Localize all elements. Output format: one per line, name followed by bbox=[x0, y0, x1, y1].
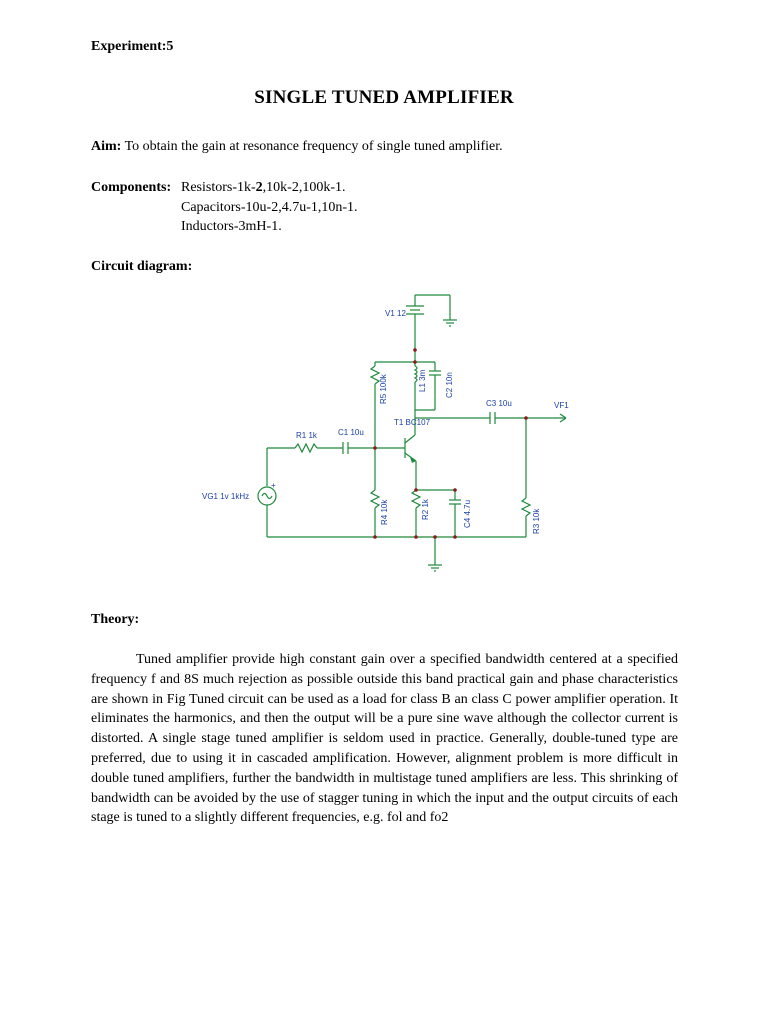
components-capacitors: Capacitors-10u-2,4.7u-1,10n-1. bbox=[181, 200, 358, 215]
aim-text: To obtain the gain at resonance frequency of single tuned amplifier. bbox=[121, 139, 503, 154]
resistors-text-rest: ,10k-2,100k-1. bbox=[262, 180, 346, 195]
label-c4: C4 4.7u bbox=[463, 499, 472, 528]
label-v1: V1 12 bbox=[385, 309, 406, 318]
components-inductors: Inductors-3mH-1. bbox=[181, 219, 282, 234]
label-r2: R2 1k bbox=[421, 499, 430, 520]
circuit-diagram bbox=[180, 280, 600, 580]
label-r4: R4 10k bbox=[380, 499, 389, 525]
theory-heading: Theory: bbox=[91, 612, 140, 627]
theory-paragraph: Tuned amplifier provide high constant gain over a specified bandwidth centered at a specified frequency f and 8S much rejection as possible outside this band practical gain and phase characteristics are shown in Fig Tuned circuit can be used as a load for class B an class C power amplifier operation. It eliminates the harmonics, and then the output will be a pure sine wave although the collector current is distorted. A single stage tuned amplifier is seldom used in practice. Generally, double-tuned type are preferred, due to using it in cascaded amplification. However, alignment problem is more difficult in double tuned amplifiers, further the bandwidth in multistage tuned amplifiers are less. This shrinking of bandwidth can be avoided by the use of stagger tuning in which the input and the output circuits of each stage is tuned to a slightly different frequencies, e.g. fol and fo2 bbox=[91, 652, 678, 826]
components-label: Components: bbox=[91, 180, 172, 195]
circuit-heading: Circuit diagram: bbox=[91, 259, 193, 274]
experiment-number: Experiment:5 bbox=[91, 39, 174, 54]
label-c1: C1 10u bbox=[338, 428, 364, 437]
label-r5: R5 100k bbox=[379, 374, 388, 404]
aim-label: Aim: bbox=[91, 139, 122, 154]
components-resistors bbox=[181, 180, 346, 196]
label-c2: C2 10n bbox=[445, 372, 454, 398]
theory-body bbox=[91, 650, 678, 828]
label-l1: L1 3m bbox=[418, 369, 427, 392]
label-t1: T1 BC107 bbox=[394, 418, 431, 427]
page-title: SINGLE TUNED AMPLIFIER bbox=[254, 87, 514, 108]
label-r1: R1 1k bbox=[296, 431, 317, 440]
resistors-text: Resistors-1k- bbox=[181, 180, 256, 195]
label-r3: R3 10k bbox=[532, 508, 541, 534]
aim-line bbox=[91, 139, 503, 155]
label-vf1: VF1 bbox=[554, 401, 569, 410]
label-vg1: VG1 1v 1kHz bbox=[202, 492, 250, 501]
resistors-bold-count: 2 bbox=[255, 180, 263, 195]
label-plus: + bbox=[271, 481, 276, 490]
label-c3: C3 10u bbox=[486, 399, 512, 408]
